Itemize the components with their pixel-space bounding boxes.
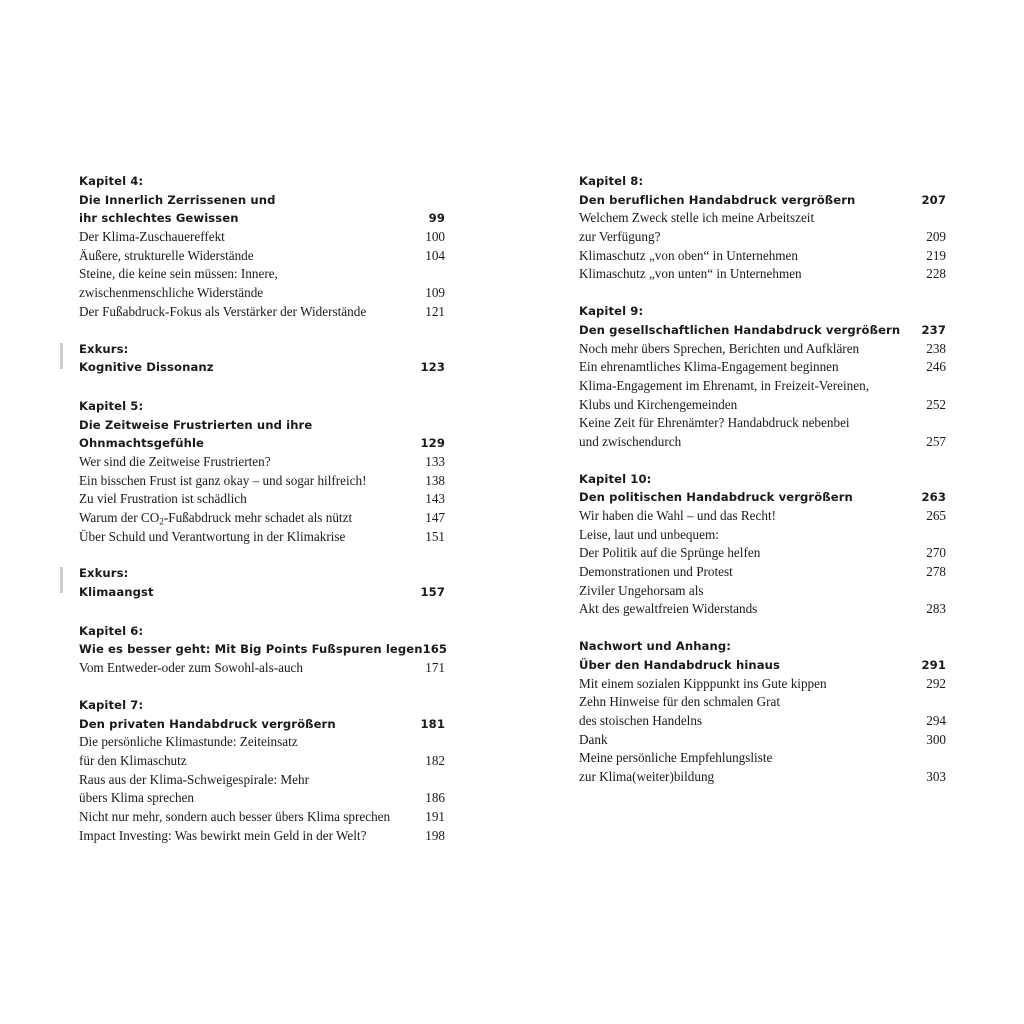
- toc-line-title: Klubs und Kirchengemeinden: [579, 396, 738, 412]
- page-number: 291: [921, 657, 946, 672]
- toc-line-title: Exkurs:: [79, 566, 129, 581]
- page-number: 186: [425, 790, 445, 806]
- toc-entry-line: [579, 582, 946, 601]
- toc-chapter-section: [79, 397, 445, 547]
- toc-heading-line: [79, 434, 445, 453]
- page-number: 237: [921, 322, 946, 337]
- toc-line-title: des stoischen Handelns: [579, 712, 703, 728]
- subscript: 2: [159, 516, 164, 527]
- toc-chapter-section: [79, 622, 448, 678]
- toc-line-title: Klimaschutz „von unten“ in Unternehmen: [579, 266, 802, 282]
- page-number: 171: [425, 660, 445, 676]
- toc-exkurs-section: [79, 340, 445, 377]
- toc-entry-line: [579, 600, 946, 619]
- toc-heading-line: [579, 656, 946, 675]
- toc-entry-line: [579, 768, 946, 787]
- toc-line-title: Nachwort und Anhang:: [579, 639, 731, 654]
- page-number: 129: [420, 436, 445, 451]
- toc-heading-line: [579, 191, 946, 210]
- toc-line-title: Mit einem sozialen Kipppunkt ins Gute kippen: [579, 675, 827, 691]
- page-number: 157: [420, 585, 445, 600]
- toc-line-title: und zwischendurch: [579, 433, 682, 449]
- toc-line-title: Klimaschutz „von oben“ in Unternehmen: [579, 247, 798, 263]
- toc-line-title: Die Innerlich Zerrissenen und: [79, 192, 276, 207]
- page-number: 209: [926, 229, 946, 245]
- page-number: 191: [425, 808, 445, 824]
- toc-entry-line: [79, 509, 445, 528]
- toc-line-title: Die Zeitweise Frustrierten und ihre: [79, 417, 313, 432]
- toc-heading-line: [579, 470, 946, 489]
- toc-entry-line: [79, 490, 445, 509]
- toc-line-title: Vom Entweder-oder zum Sowohl-als-auch: [79, 660, 303, 676]
- toc-entry-line: [579, 693, 946, 712]
- toc-heading-line: [579, 172, 946, 191]
- toc-column-left: [79, 172, 448, 863]
- toc-exkurs-section: [79, 564, 445, 601]
- toc-line-title: Der Politik auf die Sprünge helfen: [579, 545, 761, 561]
- page-number: 300: [926, 731, 946, 747]
- page-number: 147: [425, 510, 445, 525]
- toc-entry-line: [79, 247, 445, 266]
- toc-line-title-part: -Fußabdruck mehr schadet als nützt: [163, 510, 353, 525]
- toc-chapter-section: [579, 470, 946, 620]
- exkurs-marker-bar: [60, 567, 63, 593]
- toc-line-title: Kapitel 7:: [79, 697, 144, 712]
- toc-line-title: Über Schuld und Verantwortung in der Klimakrise: [79, 528, 346, 544]
- toc-chapter-section: [579, 637, 946, 787]
- toc-line-title: Akt des gewaltfreien Widerstands: [579, 601, 758, 617]
- toc-line-title: Äußere, strukturelle Widerstände: [79, 247, 254, 263]
- page-number: 121: [425, 303, 445, 319]
- toc-entry-line: [79, 752, 445, 771]
- toc-entry-line: [579, 433, 946, 452]
- toc-entry-line: [579, 209, 946, 228]
- toc-entry-line: [79, 771, 445, 790]
- toc-heading-line: [79, 358, 445, 377]
- toc-line-title: Den gesellschaftlichen Handabdruck vergrößern: [579, 322, 901, 337]
- page-number: 198: [425, 827, 445, 843]
- toc-chapter-section: [579, 172, 946, 284]
- page-number: 143: [425, 491, 445, 507]
- toc-line-title: Kapitel 8:: [579, 174, 644, 188]
- toc-line-title: Meine persönliche Empfehlungsliste: [579, 750, 773, 766]
- toc-heading-line: [579, 302, 946, 321]
- toc-heading-line: [79, 640, 448, 659]
- toc-entry-line: [579, 675, 946, 694]
- exkurs-marker-bar: [60, 343, 63, 369]
- page-number: 265: [926, 508, 946, 523]
- toc-entry-line: [579, 247, 946, 266]
- toc-entry-line: [579, 526, 946, 545]
- toc-line-title-part: Warum der CO: [79, 510, 160, 525]
- page-number: 104: [425, 247, 445, 263]
- toc-line-title: Kapitel 9:: [579, 304, 644, 319]
- page-number: 263: [921, 490, 946, 505]
- toc-line-title: Ziviler Ungehorsam als: [579, 582, 704, 598]
- toc-line-title: Zu viel Frustration ist schädlich: [79, 491, 247, 507]
- toc-entry-line: [79, 228, 445, 247]
- toc-line-title: Wir haben die Wahl – und das Recht!: [579, 508, 777, 523]
- toc-line-title: Klimaangst: [79, 585, 154, 600]
- toc-entry-line: [79, 808, 445, 827]
- page-number: 292: [926, 675, 946, 691]
- toc-entry-line: [79, 659, 445, 678]
- toc-line-title: Kognitive Dissonanz: [79, 360, 214, 375]
- page-number: 181: [420, 716, 445, 731]
- toc-heading-line: [79, 209, 445, 228]
- toc-entry-line: [579, 731, 946, 750]
- toc-line-title: Klima-Engagement im Ehrenamt, in Freizeit-Vereinen,: [579, 377, 870, 393]
- toc-entry-line: [579, 358, 946, 377]
- page-number: 283: [926, 601, 946, 617]
- toc-line-title: Der Klima-Zuschauereffekt: [79, 229, 225, 245]
- page-number: 138: [425, 472, 445, 488]
- page-number: 252: [926, 396, 946, 412]
- toc-entry-line: [79, 789, 445, 808]
- toc-line-title: Noch mehr übers Sprechen, Berichten und Aufklären: [579, 340, 860, 356]
- toc-entry-line: [79, 303, 445, 322]
- page-number: 228: [926, 266, 946, 282]
- toc-line-title: Nicht nur mehr, sondern auch besser übers Klima sprechen: [79, 808, 391, 824]
- toc-line-title: Kapitel 6:: [79, 623, 144, 638]
- toc-line-title: Welchem Zweck stelle ich meine Arbeitszeit: [579, 210, 815, 226]
- toc-entry-line: [579, 228, 946, 247]
- toc-heading-line: [79, 397, 445, 416]
- toc-entry-line: [79, 265, 445, 284]
- toc-entry-line: [79, 528, 445, 547]
- page-number: 257: [926, 433, 946, 449]
- toc-heading-line: [79, 583, 445, 602]
- toc-line-title: Dank: [579, 731, 608, 747]
- toc-line-title: Impact Investing: Was bewirkt mein Geld in der Welt?: [79, 827, 367, 843]
- toc-heading-line: [579, 321, 946, 340]
- toc-entry-line: [79, 472, 445, 491]
- page-number: 100: [425, 229, 445, 245]
- toc-entry-line: [579, 544, 946, 563]
- toc-heading-line: [579, 637, 946, 656]
- toc-entry-line: [79, 827, 445, 846]
- toc-heading-line: [79, 191, 445, 210]
- toc-entry-line: [579, 265, 946, 284]
- toc-line-title: Über den Handabdruck hinaus: [579, 657, 781, 672]
- toc-entry-line: [579, 749, 946, 768]
- toc-line-title: Ein bisschen Frust ist ganz okay – und sogar hilfreich!: [79, 472, 367, 488]
- toc-line-title: Kapitel 4:: [79, 174, 144, 188]
- toc-line-title: Kapitel 5:: [79, 398, 144, 413]
- page-number: 99: [428, 211, 445, 226]
- page-number: 303: [926, 768, 946, 784]
- toc-line-title: Kapitel 10:: [579, 471, 652, 486]
- toc-line-title: Die persönliche Klimastunde: Zeiteinsatz: [79, 734, 298, 750]
- toc-line-title: Ohnmachtsgefühle: [79, 436, 204, 451]
- toc-line-title: Steine, die keine sein müssen: Innere,: [79, 266, 278, 282]
- toc-line-title: Exkurs:: [79, 341, 129, 356]
- toc-heading-line: [79, 172, 445, 191]
- page-number: 133: [425, 453, 445, 469]
- toc-line-title: übers Klima sprechen: [79, 790, 194, 806]
- toc-heading-line: [79, 416, 445, 435]
- toc-entry-line: [579, 396, 946, 415]
- toc-line-title: Ein ehrenamtliches Klima-Engagement beginnen: [579, 359, 839, 375]
- page-number: 238: [926, 340, 946, 356]
- toc-line-title: Den privaten Handabdruck vergrößern: [79, 716, 336, 731]
- page-number: 165: [422, 642, 448, 657]
- toc-line-title: für den Klimaschutz: [79, 752, 187, 768]
- toc-heading-line: [79, 340, 445, 359]
- page-number: 270: [926, 545, 946, 561]
- toc-line-title: Den politischen Handabdruck vergrößern: [579, 490, 853, 505]
- toc-entry-line: [79, 453, 445, 472]
- toc-line-title: Wie es besser geht: Mit Big Points Fußspuren legen: [79, 642, 423, 657]
- toc-entry-line: [579, 507, 946, 526]
- toc-line-title: Zehn Hinweise für den schmalen Grat: [579, 694, 781, 710]
- toc-line-title: Wer sind die Zeitweise Frustrierten?: [79, 453, 271, 469]
- toc-entry-line: [579, 414, 946, 433]
- toc-line-title: ihr schlechtes Gewissen: [79, 211, 239, 226]
- toc-line-title: zur Klima(weiter)bildung: [579, 768, 715, 784]
- toc-line-title: Keine Zeit für Ehrenämter? Handabdruck nebenbei: [579, 415, 850, 431]
- toc-heading-line: [79, 564, 445, 583]
- toc-entry-line: [79, 733, 445, 752]
- toc-chapter-section: [79, 172, 445, 322]
- toc-heading-line: [79, 696, 445, 715]
- toc-heading-line: [79, 622, 445, 641]
- page-number: 219: [926, 247, 946, 263]
- toc-line-title: Den beruflichen Handabdruck vergrößern: [579, 192, 856, 207]
- page-number: 151: [425, 528, 445, 544]
- toc-line-title: Raus aus der Klima-Schweigespirale: Mehr: [79, 771, 309, 787]
- toc-entry-line: [79, 284, 445, 303]
- toc-entry-line: [579, 563, 946, 582]
- toc-line-title: Leise, laut und unbequem:: [579, 526, 719, 542]
- toc-entry-line: [579, 377, 946, 396]
- toc-line-title: Der Fußabdruck-Fokus als Verstärker der Widerstände: [79, 303, 367, 319]
- toc-column-right: [579, 172, 946, 805]
- toc-chapter-section: [579, 302, 946, 452]
- toc-line-title: Demonstrationen und Protest: [579, 564, 733, 580]
- toc-line-title: zwischenmenschliche Widerstände: [79, 285, 264, 301]
- toc-entry-line: [579, 340, 946, 359]
- page-number: 246: [926, 359, 946, 375]
- page-number: 123: [420, 360, 445, 375]
- page-number: 109: [425, 285, 445, 301]
- page-number: 294: [926, 712, 946, 728]
- page-number: 182: [425, 752, 445, 768]
- toc-line-title: zur Verfügung?: [579, 229, 661, 245]
- toc-chapter-section: [79, 696, 445, 846]
- toc-heading-line: [579, 488, 946, 507]
- page-number: 207: [921, 192, 946, 207]
- page-number: 278: [926, 564, 946, 580]
- toc-entry-line: [579, 712, 946, 731]
- toc-heading-line: [79, 715, 445, 734]
